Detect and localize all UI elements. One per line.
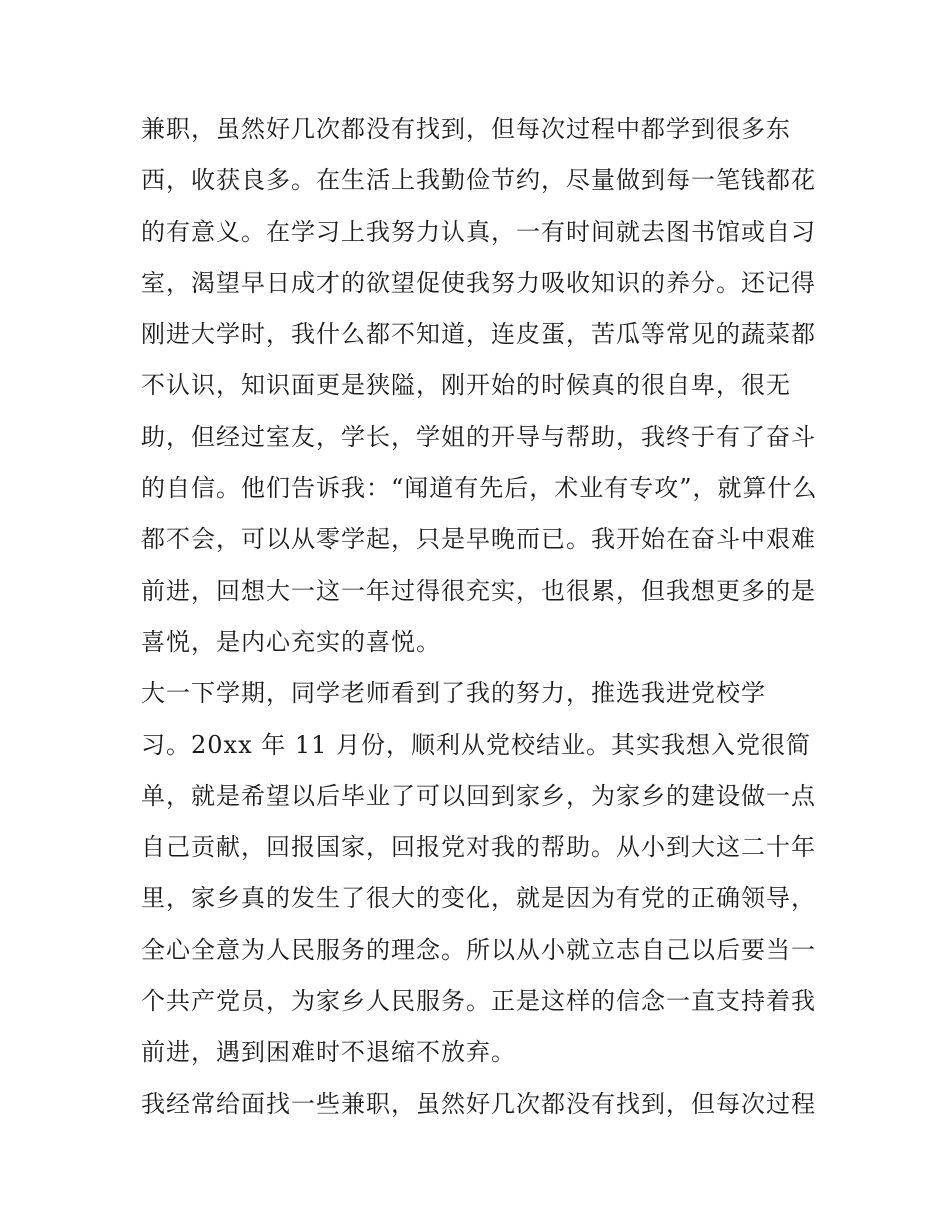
text-line: 西，收获良多。在生活上我勤俭节约，尽量做到每一笔钱都花: [141, 166, 816, 195]
text-line: 我经常给面找一些兼职，虽然好几次都没有找到，但每次过程: [141, 1089, 816, 1118]
text-line: 兼职，虽然好几次都没有找到，但每次过程中都学到很多东: [141, 115, 791, 143]
body-text: [141, 104, 821, 1130]
text-line: 室，渴望早日成才的欲望促使我努力吸收知识的养分。还记得: [141, 268, 816, 297]
text-line: 单，就是希望以后毕业了可以回到家乡，为家乡的建设做一点: [141, 781, 816, 810]
text-line: 喜悦，是内心充实的喜悦。: [141, 627, 441, 656]
text-line: 都不会，可以从零学起，只是早晚而已。我开始在奋斗中艰难: [141, 525, 816, 554]
text-line: 大一下学期，同学老师看到了我的努力，推选我进党校学: [141, 679, 766, 708]
text-line: 全心全意为人民服务的理念。所以从小就立志自己以后要当一: [141, 935, 816, 964]
text-line: 习。20xx 年 11 月份，顺利从党校结业。其实我想入党很简: [141, 730, 812, 759]
text-line: 的有意义。在学习上我努力认真，一有时间就去图书馆或自习: [141, 217, 816, 246]
text-line: 的自信。他们告诉我：“闻道有先后，术业有专攻”，就算什么: [141, 474, 818, 503]
text-line: 前进，回想大一这一年过得很充实，也很累，但我想更多的是: [141, 576, 816, 605]
text-line: 里，家乡真的发生了很大的变化，就是因为有党的正确领导，: [141, 884, 816, 913]
text-line: 不认识，知识面更是狭隘，刚开始的时候真的很自卑，很无: [141, 371, 791, 400]
text-line: 自己贡献，回报国家，回报党对我的帮助。从小到大这二十年: [141, 833, 816, 862]
text-line: 助，但经过室友，学长，学姐的开导与帮助，我终于有了奋斗: [141, 422, 816, 451]
text-line: 刚进大学时，我什么都不知道，连皮蛋，苦瓜等常见的蔬菜都: [141, 320, 816, 349]
text-line: 前进，遇到困难时不退缩不放弃。: [141, 1038, 516, 1067]
text-line: 个共产党员，为家乡人民服务。正是这样的信念一直支持着我: [141, 987, 816, 1016]
